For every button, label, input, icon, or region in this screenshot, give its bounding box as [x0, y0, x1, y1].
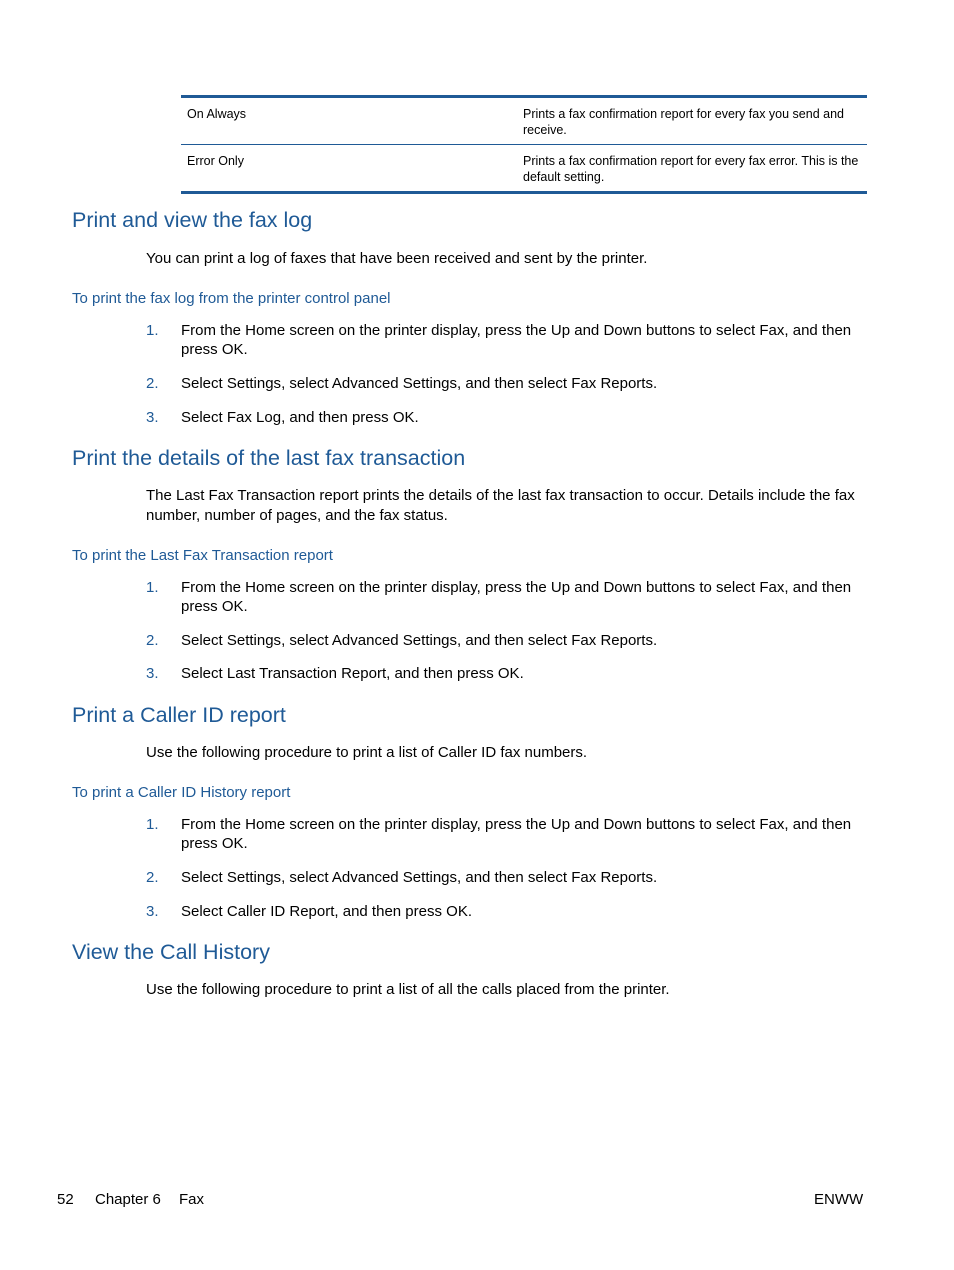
section-intro: Use the following procedure to print a list of Caller ID fax numbers. [146, 744, 588, 761]
region-code: ENWW [814, 1191, 864, 1208]
step-number: 1. [146, 322, 159, 339]
step-item [146, 902, 868, 922]
section-intro: You can print a log of faxes that have been received and sent by the printer. [146, 250, 648, 267]
step-text: Select Caller ID Report, and then press OK. [181, 903, 473, 920]
step-number: 3. [146, 409, 159, 426]
step-number: 2. [146, 375, 159, 392]
option-label: On Always [187, 107, 247, 121]
table-row [181, 144, 867, 191]
chapter-title: Fax [179, 1191, 205, 1208]
section-title-call-history: View the Call History [72, 940, 270, 964]
step-item [146, 578, 868, 618]
table-row [181, 98, 867, 144]
step-text: Select Settings, select Advanced Settings, and then select Fax Reports. [181, 375, 658, 392]
step-number: 1. [146, 816, 159, 833]
step-number: 1. [146, 579, 159, 596]
step-item [146, 408, 868, 428]
chapter-label: Chapter 6 [95, 1191, 161, 1208]
section-title-last-transaction: Print the details of the last fax transaction [72, 446, 466, 470]
option-description: Prints a fax confirmation report for every fax error. This is the default setting. [523, 154, 859, 184]
procedure-heading: To print a Caller ID History report [72, 784, 291, 801]
option-description: Prints a fax confirmation report for every fax you send and receive. [523, 107, 844, 137]
step-item [146, 631, 868, 651]
step-text: From the Home screen on the printer display, press the Up and Down buttons to select Fax, and then press OK. [181, 579, 852, 615]
step-number: 2. [146, 632, 159, 649]
step-item [146, 868, 868, 888]
step-text: Select Last Transaction Report, and then press OK. [181, 665, 524, 682]
step-item [146, 664, 868, 684]
settings-table [181, 95, 867, 194]
section-title-fax-log: Print and view the fax log [72, 208, 313, 232]
step-text: Select Settings, select Advanced Settings, and then select Fax Reports. [181, 632, 658, 649]
page-number: 52 [57, 1191, 74, 1208]
procedure-heading: To print the fax log from the printer control panel [72, 290, 391, 307]
step-number: 2. [146, 869, 159, 886]
step-text: Select Fax Log, and then press OK. [181, 409, 419, 426]
step-text: From the Home screen on the printer display, press the Up and Down buttons to select Fax, and then press OK. [181, 322, 852, 358]
step-number: 3. [146, 903, 159, 920]
section-intro: The Last Fax Transaction report prints the details of the last fax transaction to occur. Details include the fax number, number of pages, and the fax status. [146, 487, 855, 524]
step-text: Select Settings, select Advanced Settings, and then select Fax Reports. [181, 869, 658, 886]
step-text: From the Home screen on the printer display, press the Up and Down buttons to select Fax, and then press OK. [181, 816, 852, 852]
step-item [146, 374, 868, 394]
option-label: Error Only [187, 154, 244, 168]
step-item [146, 815, 868, 855]
step-item [146, 321, 868, 361]
procedure-heading: To print the Last Fax Transaction report [72, 547, 333, 564]
step-number: 3. [146, 665, 159, 682]
section-title-caller-id: Print a Caller ID report [72, 703, 286, 727]
section-intro: Use the following procedure to print a list of all the calls placed from the printer. [146, 981, 670, 998]
